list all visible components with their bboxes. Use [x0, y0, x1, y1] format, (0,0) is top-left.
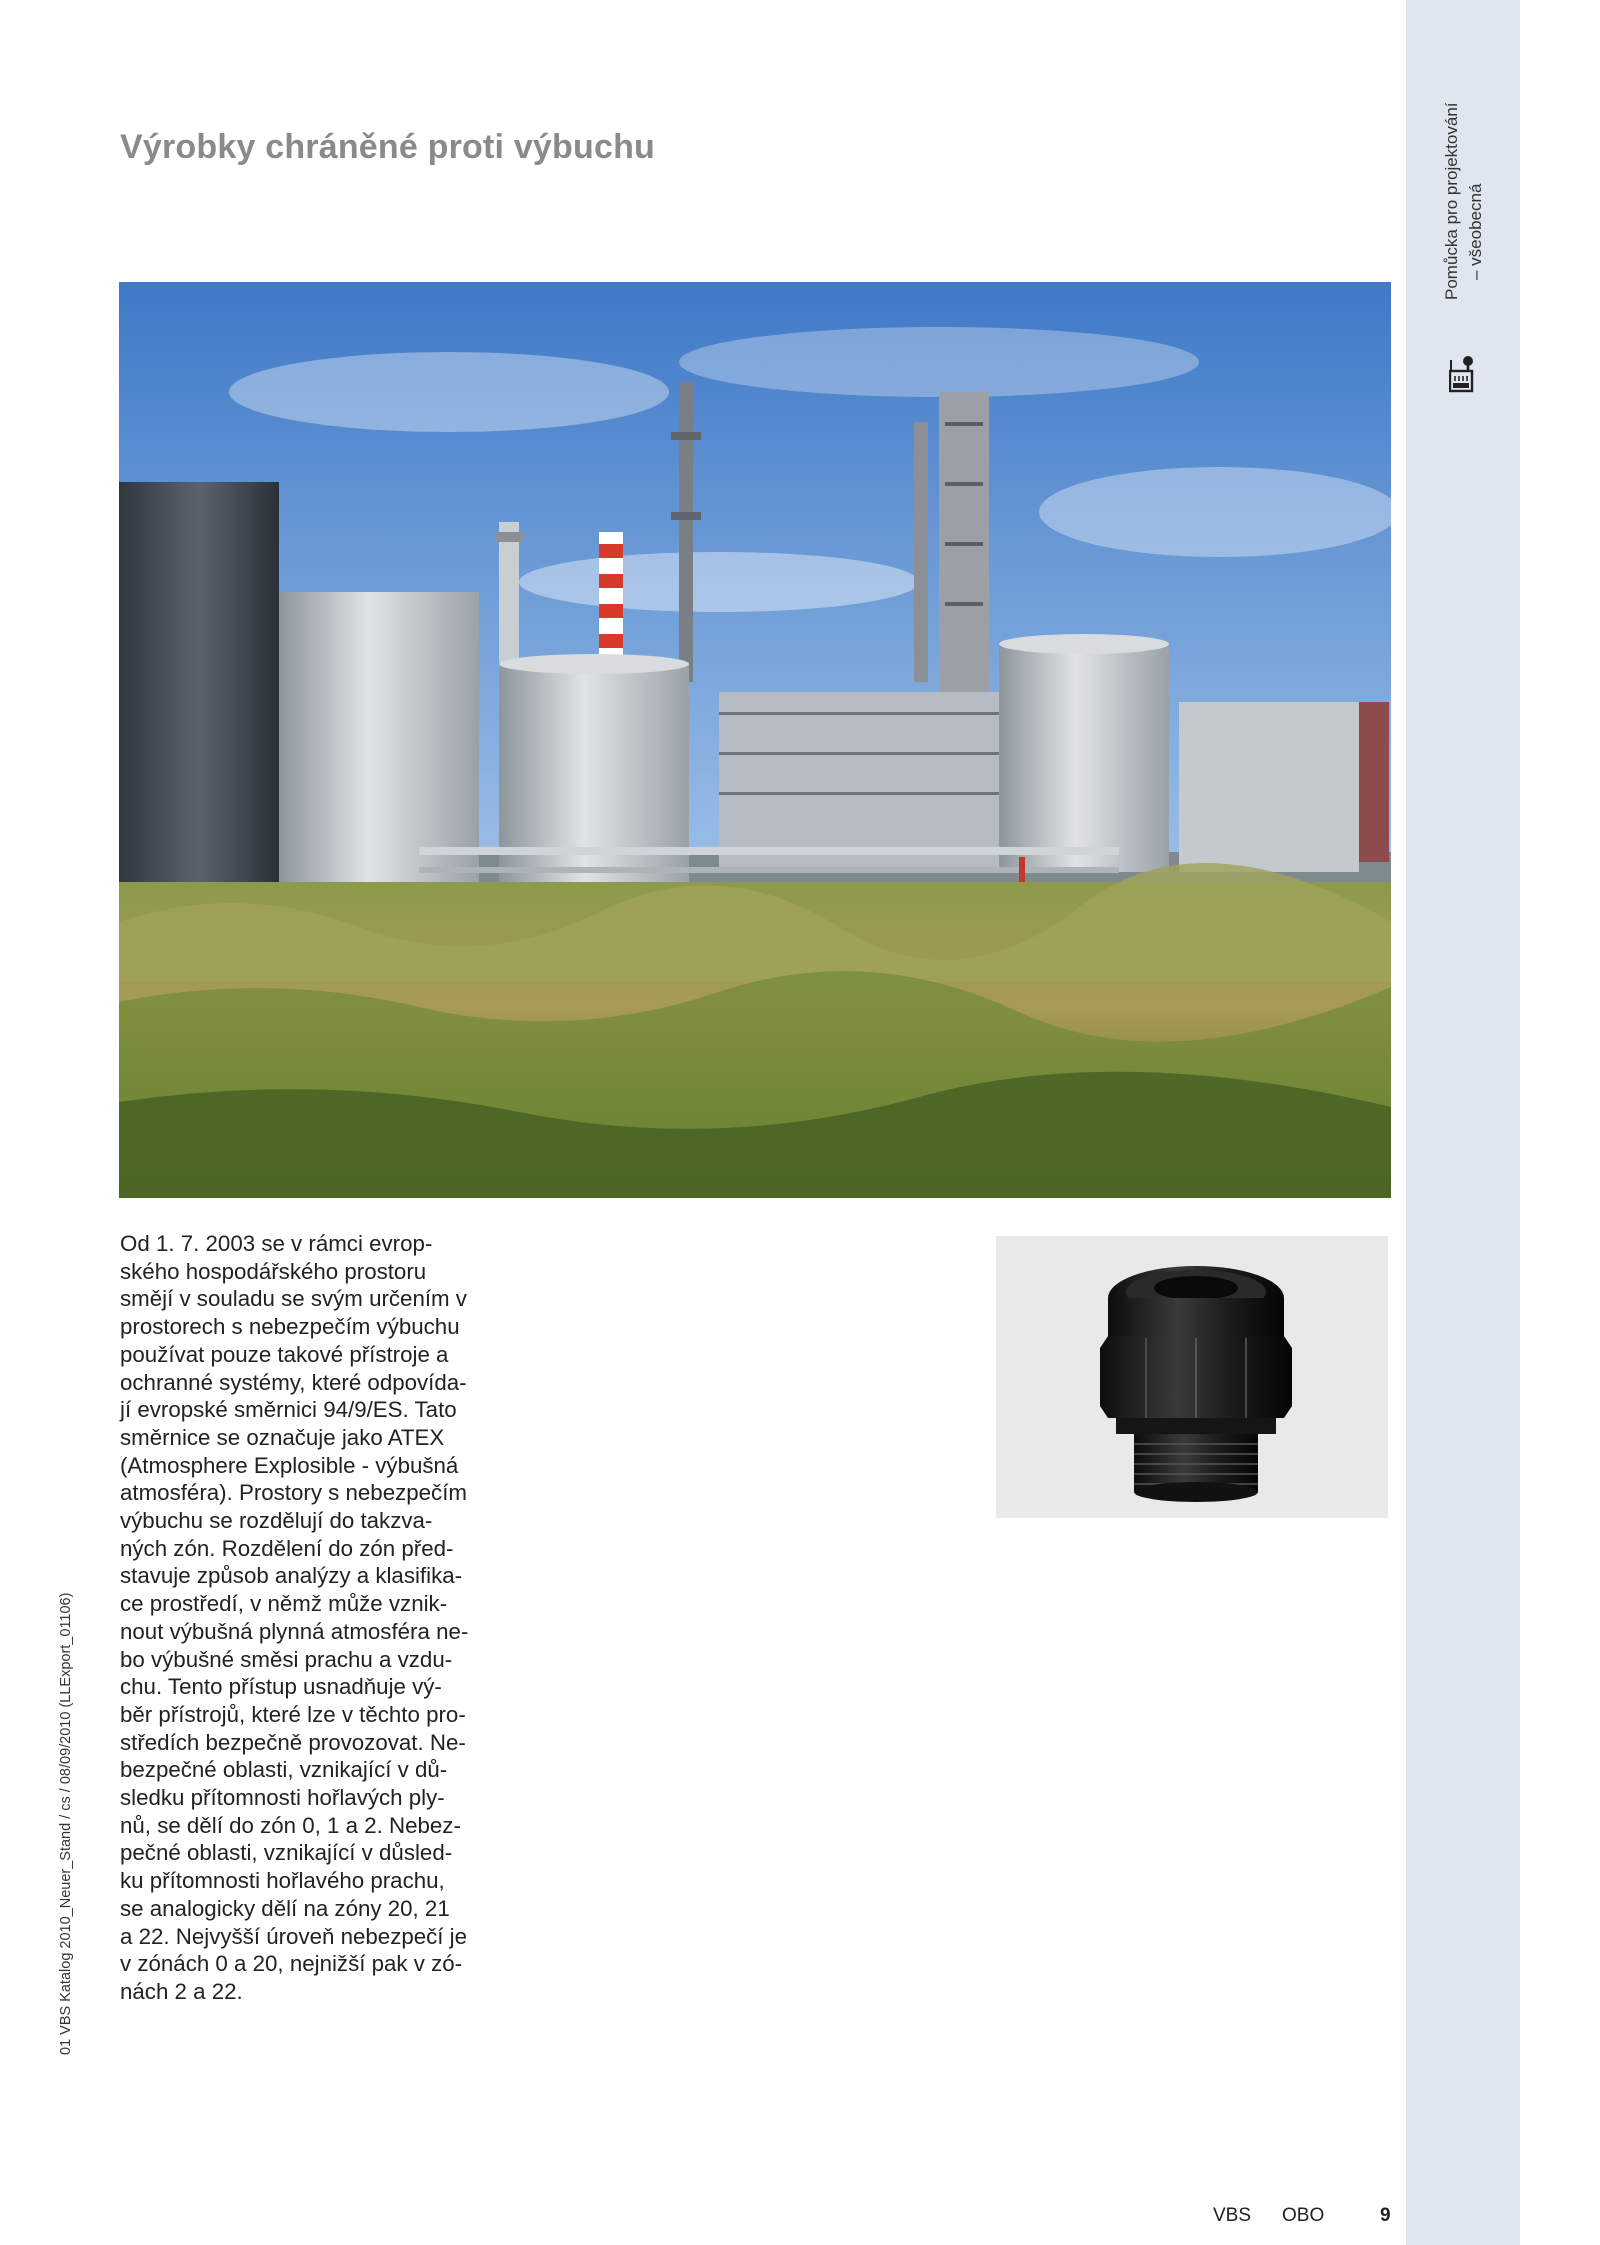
footer-brand: OBO	[1282, 2205, 1325, 2226]
body-line: nů, se dělí do zón 0, 1 a 2. Nebez-	[120, 1812, 461, 1838]
footer-section-label: VBS	[1213, 2205, 1252, 2226]
body-line: pečné oblasti, vznikající v důsled-	[120, 1840, 453, 1866]
body-line: sledku přítomnosti hořlavých ply-	[120, 1785, 445, 1811]
body-line: se analogicky dělí na zóny 20, 21	[120, 1895, 450, 1921]
sidebar-label-line2: – všeobecná	[1466, 183, 1485, 280]
body-line: ského hospodářského prostoru	[120, 1258, 427, 1284]
body-paragraph	[120, 1230, 520, 2006]
body-line: ných zón. Rozdělení do zón před-	[120, 1535, 454, 1561]
body-line: (Atmosphere Explosible - výbušná	[120, 1452, 459, 1478]
body-line: bezpečné oblasti, vznikající v dů-	[120, 1757, 448, 1783]
body-line: a 22. Nejvyšší úroveň nebezpečí je	[120, 1923, 468, 1949]
sidebar-label-line1: Pomůcka pro projektování	[1442, 102, 1461, 300]
cable-gland-image	[996, 1236, 1388, 1518]
planning-tools-icon	[1449, 354, 1475, 394]
body-line: ku přítomnosti hořlavého prachu,	[120, 1868, 445, 1894]
body-line: jí evropské směrnici 94/9/ES. Tato	[120, 1397, 457, 1423]
body-line: výbuchu se rozdělují do takzva-	[120, 1508, 433, 1534]
body-line: stavuje způsob analýzy a klasifika-	[120, 1563, 463, 1589]
body-line: nách 2 a 22.	[120, 1978, 243, 2004]
page-number: 9	[1380, 2205, 1391, 2226]
sidebar-section-label	[1440, 103, 1488, 301]
body-line: chu. Tento přístup usnadňuje vý-	[120, 1674, 442, 1700]
refinery-photo	[119, 282, 1391, 1198]
body-line: směrnice se označuje jako ATEX	[120, 1424, 445, 1450]
document-reference: 01 VBS Katalog 2010_Neuer_Stand / cs / 08/09/2010 (LLExport_01106)	[58, 1592, 74, 2055]
body-line: atmosféra). Prostory s nebezpečím	[120, 1480, 467, 1506]
body-line: ochranné systémy, které odpovída-	[120, 1369, 467, 1395]
body-line: bo výbušné směsi prachu a vzdu-	[120, 1646, 453, 1672]
body-line: v zónách 0 a 20, nejnižší pak v zó-	[120, 1951, 463, 1977]
body-line: běr přístrojů, které lze v těchto pro-	[120, 1701, 466, 1727]
body-line: Od 1. 7. 2003 se v rámci evrop-	[120, 1231, 433, 1256]
body-line: středích bezpečně provozovat. Ne-	[120, 1729, 466, 1755]
body-line: používat pouze takové přístroje a	[120, 1341, 449, 1367]
body-line: ce prostředí, v němž může vznik-	[120, 1591, 448, 1617]
body-line: smějí v souladu se svým určením v	[120, 1286, 467, 1312]
sidebar-strip	[1406, 0, 1520, 2245]
body-line: prostorech s nebezpečím výbuchu	[120, 1314, 460, 1340]
body-line: nout výbušná plynná atmosféra ne-	[120, 1618, 469, 1644]
page-title: Výrobky chráněné proti výbuchu	[120, 128, 656, 166]
